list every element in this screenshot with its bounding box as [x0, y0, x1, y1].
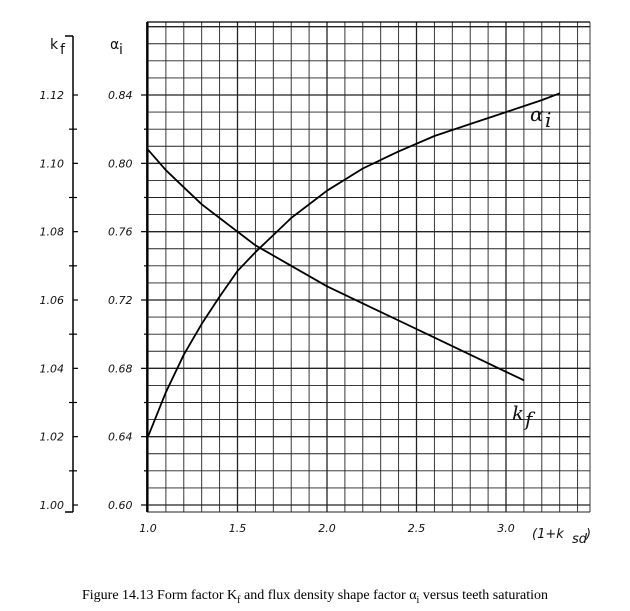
x-axis-label-sub: sd — [572, 532, 588, 547]
alpha-axis-title-sub: i — [119, 42, 123, 58]
kf-tick-label: 1.00 — [39, 499, 64, 512]
kf-tick-label: 1.06 — [39, 294, 64, 307]
tick-labels — [40, 89, 515, 535]
alpha-tick-label: 0.72 — [108, 294, 133, 307]
x-axis-label-close: ) — [586, 527, 592, 542]
caption-sub-f: f — [237, 594, 241, 606]
alpha-curve-label-sub: i — [545, 108, 552, 132]
x-tick-label: 3.0 — [497, 522, 515, 535]
kf-axis-title: k — [50, 37, 59, 53]
x-tick-label: 1.5 — [228, 522, 247, 535]
kf-curve-label-sub: f — [525, 407, 533, 431]
caption-text: Figure 14.13 Form factor K — [81, 588, 238, 603]
grid — [147, 22, 590, 512]
figure-caption — [0, 588, 630, 606]
alpha-tick-label: 0.68 — [108, 362, 133, 376]
kf-tick-label: 1.02 — [39, 430, 64, 444]
kf-tick-label: 1.08 — [39, 225, 64, 239]
alpha-tick-label: 0.76 — [108, 225, 133, 239]
kf-curve-label: k — [512, 401, 525, 425]
kf-tick-label: 1.12 — [39, 89, 64, 102]
alpha-axis-title: α — [110, 37, 120, 53]
x-tick-label: 2.5 — [407, 522, 426, 535]
kf-tick-label: 1.10 — [39, 157, 64, 171]
alpha-tick-label: 0.80 — [108, 157, 133, 171]
alpha-tick-label: 0.64 — [108, 430, 133, 444]
caption-sub-i: i — [416, 594, 420, 606]
kf-tick-label: 1.04 — [39, 362, 64, 376]
caption-text-3: versus teeth saturation — [419, 588, 549, 603]
x-tick-label: 1.0 — [139, 522, 157, 535]
alpha-tick-label: 0.84 — [108, 89, 133, 102]
kf-axis-title-sub: f — [60, 42, 65, 58]
x-axis-label: (1+k — [532, 527, 564, 542]
caption-text-2: and flux density shape factor α — [240, 588, 417, 603]
x-tick-label: 2.0 — [318, 522, 336, 535]
alpha-tick-label: 0.60 — [108, 499, 133, 512]
alpha-curve-label: α — [530, 102, 544, 126]
